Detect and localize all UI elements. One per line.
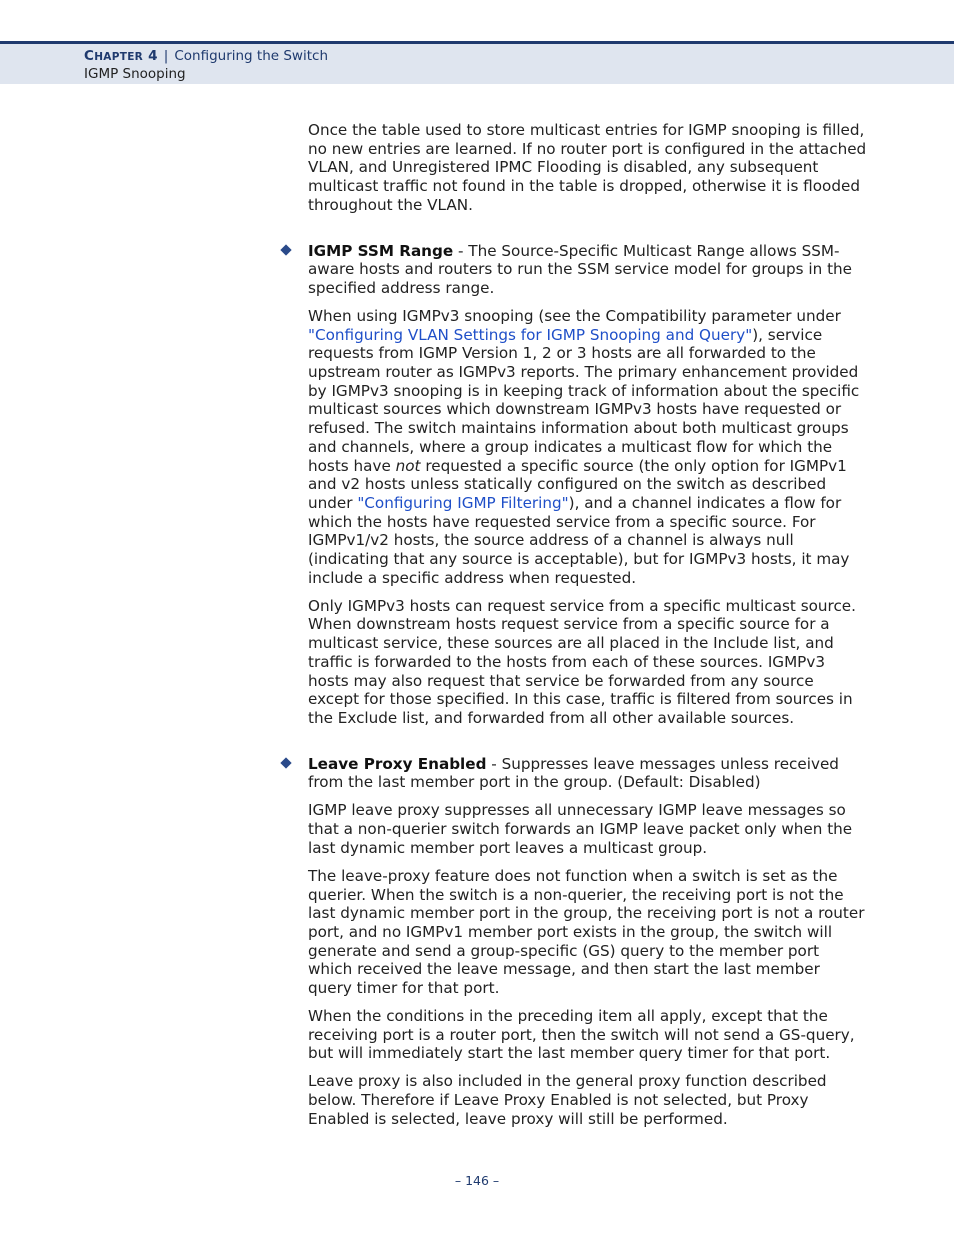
section-title: IGMP Snooping: [84, 66, 186, 82]
chapter-label: CHAPTER 4: [84, 48, 158, 64]
diamond-bullet-icon: [280, 245, 292, 257]
ssm-range-item: [308, 242, 868, 298]
ssm-range-definition: IGMP SSM Range - The Source-Specific Multicast Range allows SSM-aware hosts and routers to run the SSM service model for groups in the specified address range.: [308, 241, 853, 297]
leave-paragraph-2: IGMP leave proxy suppresses all unnecessary IGMP leave messages so that a non-querier switch forwards an IGMP leave packet only when the last dynamic member port leaves a multicast group.: [308, 801, 853, 857]
diamond-bullet-icon: [280, 758, 292, 770]
link-vlan-settings[interactable]: "Configuring VLAN Settings for IGMP Snooping and Query": [308, 325, 753, 344]
leave-proxy-definition: Leave Proxy Enabled - Suppresses leave messages unless received from the last member port in the group. (Default: Disabled): [308, 754, 839, 792]
page-number: – 146 –: [454, 1173, 500, 1188]
chapter-title: Configuring the Switch: [174, 48, 328, 64]
link-igmp-filtering[interactable]: "Configuring IGMP Filtering": [357, 493, 569, 512]
leave-paragraph-5: Leave proxy is also included in the general proxy function described below. Therefore if Leave Proxy Enabled is not selected, but Proxy Enabled is selected, leave proxy will still be performed.: [308, 1072, 827, 1128]
leave-proxy-item: [308, 755, 868, 792]
leave-paragraph-3: The leave-proxy feature does not function when a switch is set as the querier. When the switch is a non-querier, the receiving port is not the last dynamic member port in the group, the receiving port is not a router port, and no IGMPv1 member port exists in the group, the switch will generate and send a group-specific (GS) query to the member port which received the leave message, and then start the last member query timer for that port.: [308, 866, 865, 998]
main-content: [308, 121, 868, 1138]
ssm-paragraph-3: Only IGMPv3 hosts can request service from a specific multicast source. When downstream hosts request service from a specific source for a multicast service, these sources are all placed in the Include list, and traffic is forwarded to the hosts from each of these sources. IGMPv3 hosts may also request that service be forwarded from any source except for those specified. In this case, traffic is filtered from sources in the Exclude list, and forwarded from all other available sources.: [308, 596, 856, 727]
intro-paragraph: Once the table used to store multicast entries for IGMP snooping is filled, no new entries are learned. If no router port is configured in the attached VLAN, and Unregistered IPMC Flooding is disabled, any subsequent multicast traffic not found in the table is dropped, otherwise it is flooded throughout the VLAN.: [308, 121, 867, 214]
chapter-line: [84, 48, 328, 64]
ssm-paragraph-2: When using IGMPv3 snooping (see the Compatibility parameter under "Configuring VLAN Settings for IGMP Snooping and Query"), service requests from IGMP Version 1, 2 or 3 hosts are all forwarded to the upstream router as IGMPv3 reports. The primary enhancement provided by IGMPv3 snooping is in keeping track of information about the specific multicast sources which downstream IGMPv3 hosts have requested or refused. The switch maintains information about both multicast groups and channels, where a group indicates a multicast flow for which the hosts have not requested a specific source (the only option for IGMPv1 and v2 hosts unless statically configured on the switch as described under "Configuring IGMP Filtering"), and a channel indicates a flow for which the hosts have requested service from a specific source. For IGMPv1/v2 hosts, the source address of a channel is always null (indicating that any source is acceptable), but for IGMPv3 hosts, it may include a specific address when requested.: [308, 306, 860, 587]
header-separator: |: [163, 48, 169, 64]
page-header: [0, 41, 954, 84]
leave-paragraph-4: When the conditions in the preceding item all apply, except that the receiving port is a router port, then the switch will not send a GS-query, but will immediately start the last member query timer for that port.: [308, 1007, 855, 1063]
